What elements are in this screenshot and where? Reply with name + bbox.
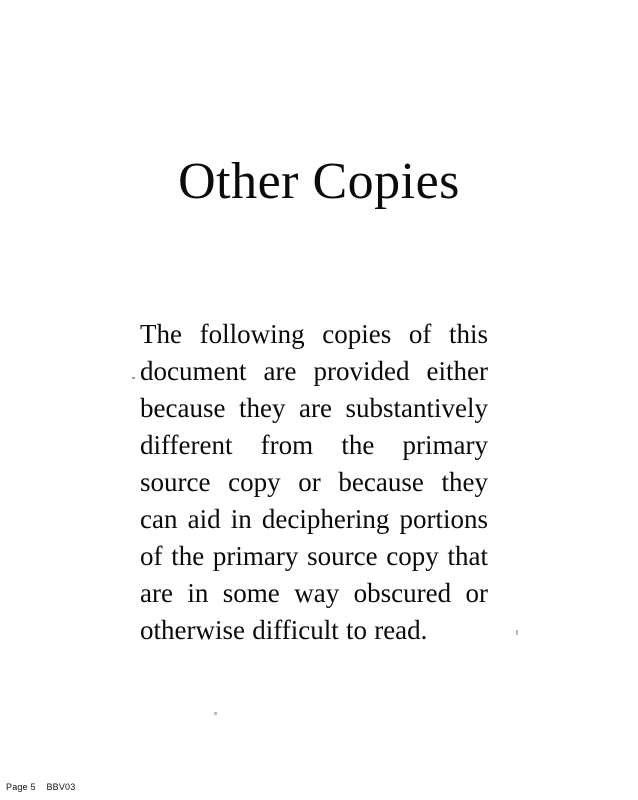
page-title: Other Copies: [178, 152, 460, 210]
scan-artifact-speck: [132, 377, 135, 379]
scan-artifact-speck: [516, 630, 518, 635]
body-paragraph: The following copies of this document are provided either because they are substantively different from the primary source copy or because they can aid in deciphering portions of the primary source copy that are in some way obscured or otherwise difficult to read.: [140, 319, 488, 645]
footer-document-code: BBV03: [46, 782, 76, 792]
page-footer: [6, 782, 75, 792]
footer-page-number: Page 5: [6, 782, 36, 792]
scan-artifact-speck: [214, 712, 217, 715]
body-text-block: [140, 316, 488, 649]
